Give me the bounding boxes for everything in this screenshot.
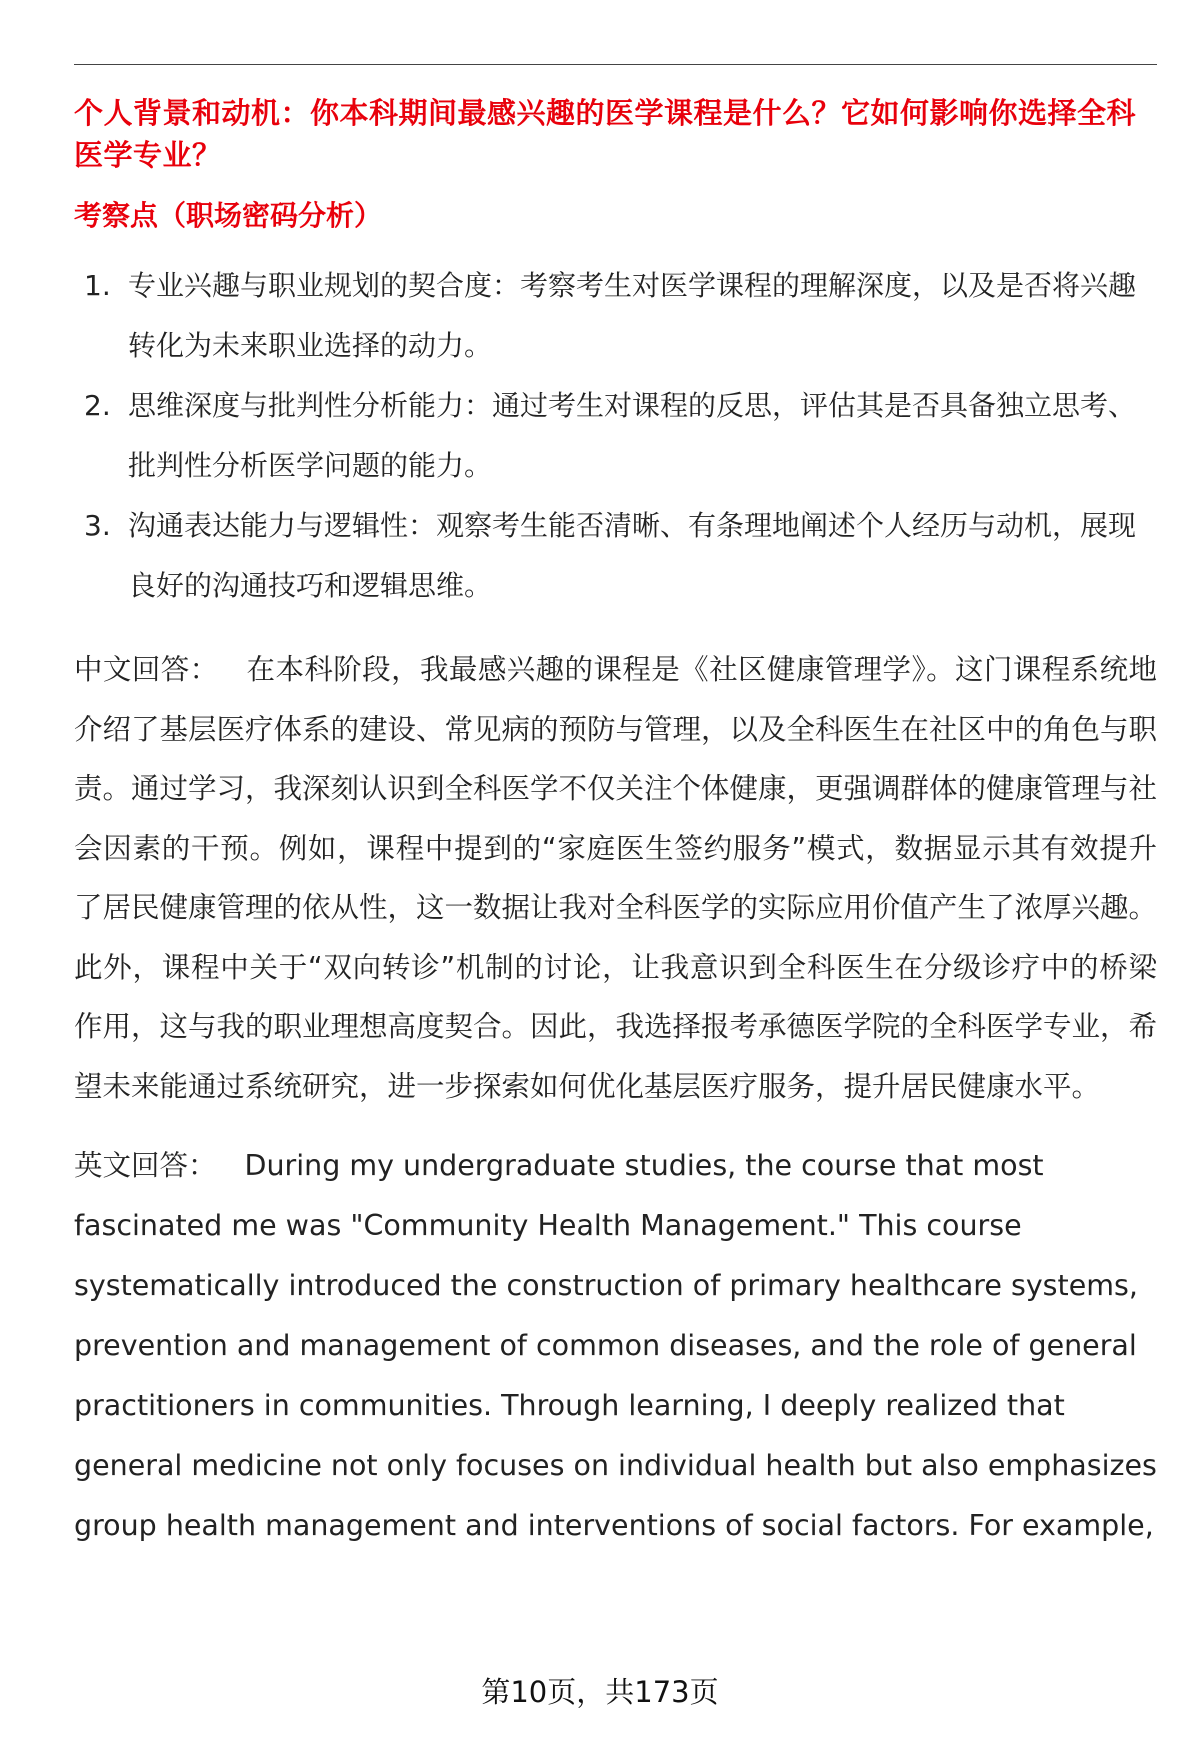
list-item-text: 思维深度与批判性分析能力：通过考生对课程的反思，评估其是否具备独立思考、批判性分析医学问题的能力。 [128, 389, 1137, 482]
chinese-answer [74, 640, 1157, 1116]
list-item-number: 3. [84, 509, 111, 542]
question-heading: 个人背景和动机：你本科期间最感兴趣的医学课程是什么？它如何影响你选择全科医学专业？ [74, 96, 1137, 172]
assessment-points-list [74, 256, 1157, 616]
list-item [74, 496, 1157, 616]
list-item-number: 2. [84, 389, 111, 422]
list-item-text: 专业兴趣与职业规划的契合度：考察考生对医学课程的理解深度，以及是否将兴趣转化为未来职业选择的动力。 [128, 269, 1137, 362]
list-item-number: 1. [84, 269, 111, 302]
section-heading: 考察点（职场密码分析） [74, 199, 383, 232]
chinese-answer-label: 中文回答： [74, 653, 219, 686]
list-item [74, 256, 1157, 376]
chinese-answer-text: 在本科阶段，我最感兴趣的课程是《社区健康管理学》。这门课程系统地介绍了基层医疗体系的建设、常见病的预防与管理，以及全科医生在社区中的角色与职责。通过学习，我深刻认识到全科医学不仅关注个体健康，更强调群体的健康管理与社会因素的干预。例如，课程中提到的“家庭医生签约服务”模式，数据显示其有效提升了居民健康管理的依从性，这一数据让我对全科医学的实际应用价值产生了浓厚兴趣。此外，课程中关于“双向转诊”机制的讨论，让我意识到全科医生在分级诊疗中的桥梁作用，这与我的职业理想高度契合。因此，我选择报考承德医学院的全科医学专业，希望未来能通过系统研究，进一步探索如何优化基层医疗服务，提升居民健康水平。 [74, 653, 1158, 1103]
english-answer [74, 1136, 1157, 1556]
list-item [74, 376, 1157, 496]
list-item-text: 沟通表达能力与逻辑性：观察考生能否清晰、有条理地阐述个人经历与动机，展现良好的沟通技巧和逻辑思维。 [128, 509, 1137, 602]
page-number: 第10页，共173页 [481, 1675, 719, 1709]
english-answer-text: During my undergraduate studies, the course that most fascinated me was "Community Health Management." This course systematically introduced the construction of primary healthcare systems, prevention and management of common diseases, and the role of general practitioners in communities. Through learning, I deeply realized that general medicine not only focuses on individual health but also emphasizes group health management and interventions of social factors. For example, [74, 1149, 1157, 1542]
english-answer-label: 英文回答： [74, 1149, 217, 1182]
top-divider [74, 64, 1157, 65]
page-content [74, 92, 1157, 1556]
